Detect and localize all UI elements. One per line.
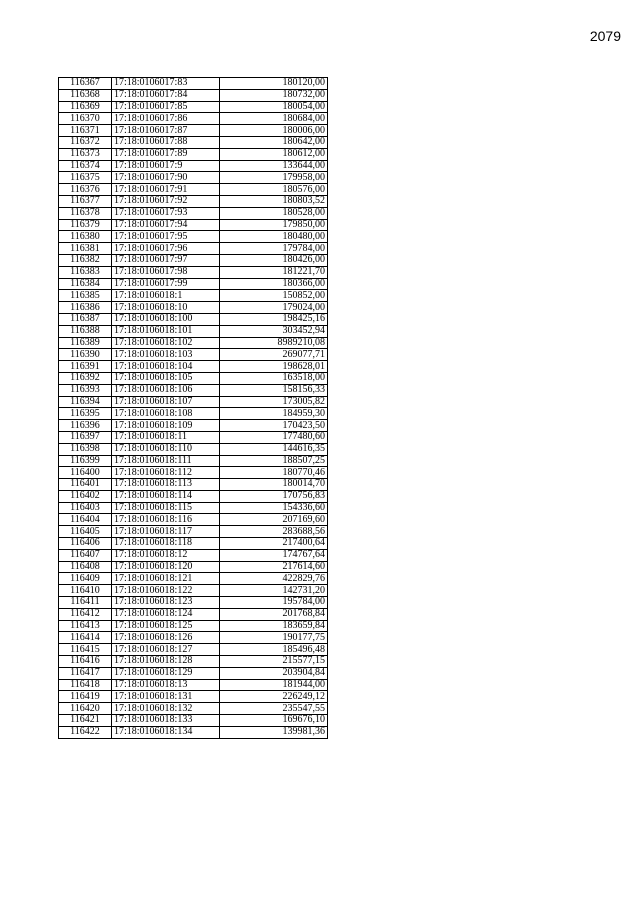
table-row xyxy=(59,160,328,172)
row-number-cell: 116404 xyxy=(59,514,112,526)
cadastral-number-cell: 17:18:0106018:12 xyxy=(112,549,220,561)
value-cell: 179784,00 xyxy=(220,243,328,255)
row-number-cell: 116372 xyxy=(59,136,112,148)
value-cell: 139981,36 xyxy=(220,726,328,738)
cadastral-number-cell: 17:18:0106017:93 xyxy=(112,207,220,219)
value-cell: 422829,76 xyxy=(220,573,328,585)
table-row xyxy=(59,136,328,148)
row-number-cell: 116410 xyxy=(59,585,112,597)
table-row xyxy=(59,585,328,597)
table-row xyxy=(59,372,328,384)
cadastral-number-cell: 17:18:0106018:117 xyxy=(112,526,220,538)
cadastral-number-cell: 17:18:0106018:13 xyxy=(112,679,220,691)
row-number-cell: 116394 xyxy=(59,396,112,408)
value-cell: 180528,00 xyxy=(220,207,328,219)
value-cell: 180770,46 xyxy=(220,467,328,479)
table-row xyxy=(59,195,328,207)
table-row xyxy=(59,479,328,491)
cadastral-number-cell: 17:18:0106017:86 xyxy=(112,113,220,125)
value-cell: 181221,70 xyxy=(220,266,328,278)
value-cell: 269077,71 xyxy=(220,349,328,361)
table-row xyxy=(59,243,328,255)
value-cell: 203904,84 xyxy=(220,667,328,679)
value-cell: 283688,56 xyxy=(220,526,328,538)
value-cell: 170756,83 xyxy=(220,490,328,502)
cadastral-number-cell: 17:18:0106018:109 xyxy=(112,420,220,432)
table-row xyxy=(59,219,328,231)
value-cell: 235547,55 xyxy=(220,703,328,715)
value-cell: 201768,84 xyxy=(220,608,328,620)
value-cell: 183659,84 xyxy=(220,620,328,632)
value-cell: 198628,01 xyxy=(220,361,328,373)
table-row xyxy=(59,278,328,290)
cadastral-number-cell: 17:18:0106018:134 xyxy=(112,726,220,738)
table-row xyxy=(59,125,328,137)
cadastral-number-cell: 17:18:0106018:112 xyxy=(112,467,220,479)
table-row xyxy=(59,703,328,715)
cadastral-number-cell: 17:18:0106018:11 xyxy=(112,431,220,443)
table-row xyxy=(59,113,328,125)
cadastral-number-cell: 17:18:0106018:110 xyxy=(112,443,220,455)
value-cell: 184959,30 xyxy=(220,408,328,420)
value-cell: 133644,00 xyxy=(220,160,328,172)
cadastral-number-cell: 17:18:0106017:89 xyxy=(112,148,220,160)
value-cell: 177480,60 xyxy=(220,431,328,443)
value-cell: 198425,16 xyxy=(220,313,328,325)
table-row xyxy=(59,726,328,738)
cadastral-number-cell: 17:18:0106018:124 xyxy=(112,608,220,620)
value-cell: 158156,33 xyxy=(220,384,328,396)
cadastral-number-cell: 17:18:0106018:129 xyxy=(112,667,220,679)
row-number-cell: 116393 xyxy=(59,384,112,396)
table-row xyxy=(59,691,328,703)
row-number-cell: 116395 xyxy=(59,408,112,420)
cadastral-number-cell: 17:18:0106018:120 xyxy=(112,561,220,573)
row-number-cell: 116415 xyxy=(59,644,112,656)
row-number-cell: 116389 xyxy=(59,337,112,349)
cadastral-number-cell: 17:18:0106018:115 xyxy=(112,502,220,514)
table-row xyxy=(59,172,328,184)
row-number-cell: 116373 xyxy=(59,148,112,160)
value-cell: 150852,00 xyxy=(220,290,328,302)
table-row xyxy=(59,266,328,278)
table-row xyxy=(59,573,328,585)
row-number-cell: 116421 xyxy=(59,715,112,727)
table-row xyxy=(59,396,328,408)
table-row xyxy=(59,337,328,349)
value-cell: 180120,00 xyxy=(220,78,328,90)
row-number-cell: 116416 xyxy=(59,656,112,668)
value-cell: 180480,00 xyxy=(220,231,328,243)
cadastral-number-cell: 17:18:0106017:94 xyxy=(112,219,220,231)
value-cell: 180642,00 xyxy=(220,136,328,148)
row-number-cell: 116378 xyxy=(59,207,112,219)
row-number-cell: 116368 xyxy=(59,89,112,101)
cadastral-number-cell: 17:18:0106018:131 xyxy=(112,691,220,703)
cadastral-number-cell: 17:18:0106017:83 xyxy=(112,78,220,90)
row-number-cell: 116420 xyxy=(59,703,112,715)
cadastral-number-cell: 17:18:0106018:111 xyxy=(112,455,220,467)
table-row xyxy=(59,656,328,668)
table-row xyxy=(59,608,328,620)
value-cell: 303452,94 xyxy=(220,325,328,337)
row-number-cell: 116411 xyxy=(59,597,112,609)
row-number-cell: 116375 xyxy=(59,172,112,184)
page-number: 2079 xyxy=(589,28,621,44)
value-cell: 144616,35 xyxy=(220,443,328,455)
cadastral-number-cell: 17:18:0106018:122 xyxy=(112,585,220,597)
row-number-cell: 116406 xyxy=(59,538,112,550)
row-number-cell: 116422 xyxy=(59,726,112,738)
value-cell: 180006,00 xyxy=(220,125,328,137)
cadastral-number-cell: 17:18:0106017:84 xyxy=(112,89,220,101)
row-number-cell: 116418 xyxy=(59,679,112,691)
table-row xyxy=(59,184,328,196)
table-row xyxy=(59,443,328,455)
value-cell: 8989210,08 xyxy=(220,337,328,349)
value-cell: 180576,00 xyxy=(220,184,328,196)
value-cell: 217614,60 xyxy=(220,561,328,573)
table-row xyxy=(59,632,328,644)
table-row xyxy=(59,455,328,467)
value-cell: 180732,00 xyxy=(220,89,328,101)
cadastral-number-cell: 17:18:0106017:96 xyxy=(112,243,220,255)
row-number-cell: 116384 xyxy=(59,278,112,290)
table-row xyxy=(59,290,328,302)
row-number-cell: 116371 xyxy=(59,125,112,137)
row-number-cell: 116397 xyxy=(59,431,112,443)
table-row xyxy=(59,231,328,243)
row-number-cell: 116414 xyxy=(59,632,112,644)
cadastral-number-cell: 17:18:0106017:85 xyxy=(112,101,220,113)
table-row xyxy=(59,254,328,266)
value-cell: 180366,00 xyxy=(220,278,328,290)
row-number-cell: 116388 xyxy=(59,325,112,337)
value-cell: 180014,70 xyxy=(220,479,328,491)
registry-table-body xyxy=(59,78,328,739)
cadastral-number-cell: 17:18:0106018:118 xyxy=(112,538,220,550)
cadastral-number-cell: 17:18:0106018:100 xyxy=(112,313,220,325)
row-number-cell: 116417 xyxy=(59,667,112,679)
table-row xyxy=(59,148,328,160)
cadastral-number-cell: 17:18:0106018:103 xyxy=(112,349,220,361)
table-row xyxy=(59,679,328,691)
cadastral-number-cell: 17:18:0106017:91 xyxy=(112,184,220,196)
cadastral-number-cell: 17:18:0106018:1 xyxy=(112,290,220,302)
cadastral-number-cell: 17:18:0106018:127 xyxy=(112,644,220,656)
table-row xyxy=(59,302,328,314)
value-cell: 180054,00 xyxy=(220,101,328,113)
cadastral-number-cell: 17:18:0106018:107 xyxy=(112,396,220,408)
value-cell: 142731,20 xyxy=(220,585,328,597)
cadastral-number-cell: 17:18:0106017:87 xyxy=(112,125,220,137)
cadastral-number-cell: 17:18:0106018:128 xyxy=(112,656,220,668)
table-row xyxy=(59,420,328,432)
table-row xyxy=(59,715,328,727)
row-number-cell: 116391 xyxy=(59,361,112,373)
row-number-cell: 116403 xyxy=(59,502,112,514)
cadastral-number-cell: 17:18:0106018:104 xyxy=(112,361,220,373)
table-row xyxy=(59,89,328,101)
value-cell: 169676,10 xyxy=(220,715,328,727)
row-number-cell: 116407 xyxy=(59,549,112,561)
cadastral-number-cell: 17:18:0106018:121 xyxy=(112,573,220,585)
cadastral-number-cell: 17:18:0106018:108 xyxy=(112,408,220,420)
value-cell: 180426,00 xyxy=(220,254,328,266)
table-row xyxy=(59,207,328,219)
cadastral-number-cell: 17:18:0106018:105 xyxy=(112,372,220,384)
cadastral-number-cell: 17:18:0106018:114 xyxy=(112,490,220,502)
row-number-cell: 116399 xyxy=(59,455,112,467)
table-row xyxy=(59,514,328,526)
row-number-cell: 116380 xyxy=(59,231,112,243)
cadastral-number-cell: 17:18:0106018:101 xyxy=(112,325,220,337)
value-cell: 179024,00 xyxy=(220,302,328,314)
table-row xyxy=(59,526,328,538)
row-number-cell: 116376 xyxy=(59,184,112,196)
value-cell: 188507,25 xyxy=(220,455,328,467)
registry-table xyxy=(58,77,328,739)
cadastral-number-cell: 17:18:0106017:95 xyxy=(112,231,220,243)
table-row xyxy=(59,538,328,550)
row-number-cell: 116383 xyxy=(59,266,112,278)
table-row xyxy=(59,325,328,337)
value-cell: 215577,15 xyxy=(220,656,328,668)
cadastral-number-cell: 17:18:0106018:126 xyxy=(112,632,220,644)
cadastral-number-cell: 17:18:0106018:116 xyxy=(112,514,220,526)
value-cell: 207169,60 xyxy=(220,514,328,526)
cadastral-number-cell: 17:18:0106018:133 xyxy=(112,715,220,727)
table-row xyxy=(59,349,328,361)
row-number-cell: 116419 xyxy=(59,691,112,703)
table-row xyxy=(59,384,328,396)
value-cell: 173005,82 xyxy=(220,396,328,408)
row-number-cell: 116374 xyxy=(59,160,112,172)
value-cell: 154336,60 xyxy=(220,502,328,514)
row-number-cell: 116400 xyxy=(59,467,112,479)
row-number-cell: 116369 xyxy=(59,101,112,113)
table-row xyxy=(59,597,328,609)
row-number-cell: 116401 xyxy=(59,479,112,491)
row-number-cell: 116382 xyxy=(59,254,112,266)
value-cell: 226249,12 xyxy=(220,691,328,703)
value-cell: 195784,00 xyxy=(220,597,328,609)
table-row xyxy=(59,78,328,90)
row-number-cell: 116370 xyxy=(59,113,112,125)
row-number-cell: 116409 xyxy=(59,573,112,585)
row-number-cell: 116381 xyxy=(59,243,112,255)
value-cell: 181944,00 xyxy=(220,679,328,691)
cadastral-number-cell: 17:18:0106017:99 xyxy=(112,278,220,290)
cadastral-number-cell: 17:18:0106017:92 xyxy=(112,195,220,207)
table-row xyxy=(59,644,328,656)
value-cell: 163518,00 xyxy=(220,372,328,384)
value-cell: 179958,00 xyxy=(220,172,328,184)
value-cell: 190177,75 xyxy=(220,632,328,644)
cadastral-number-cell: 17:18:0106018:113 xyxy=(112,479,220,491)
row-number-cell: 116390 xyxy=(59,349,112,361)
table-row xyxy=(59,620,328,632)
cadastral-number-cell: 17:18:0106018:106 xyxy=(112,384,220,396)
table-row xyxy=(59,431,328,443)
row-number-cell: 116386 xyxy=(59,302,112,314)
cadastral-number-cell: 17:18:0106017:90 xyxy=(112,172,220,184)
value-cell: 180612,00 xyxy=(220,148,328,160)
row-number-cell: 116398 xyxy=(59,443,112,455)
cadastral-number-cell: 17:18:0106017:88 xyxy=(112,136,220,148)
row-number-cell: 116405 xyxy=(59,526,112,538)
cadastral-number-cell: 17:18:0106018:10 xyxy=(112,302,220,314)
cadastral-number-cell: 17:18:0106018:125 xyxy=(112,620,220,632)
row-number-cell: 116408 xyxy=(59,561,112,573)
row-number-cell: 116379 xyxy=(59,219,112,231)
cadastral-number-cell: 17:18:0106017:98 xyxy=(112,266,220,278)
table-row xyxy=(59,502,328,514)
table-row xyxy=(59,561,328,573)
table-row xyxy=(59,490,328,502)
value-cell: 180803,52 xyxy=(220,195,328,207)
row-number-cell: 116385 xyxy=(59,290,112,302)
cadastral-number-cell: 17:18:0106018:132 xyxy=(112,703,220,715)
row-number-cell: 116413 xyxy=(59,620,112,632)
row-number-cell: 116377 xyxy=(59,195,112,207)
table-row xyxy=(59,101,328,113)
row-number-cell: 116367 xyxy=(59,78,112,90)
table-row xyxy=(59,549,328,561)
cadastral-number-cell: 17:18:0106017:97 xyxy=(112,254,220,266)
table-row xyxy=(59,408,328,420)
table-row xyxy=(59,667,328,679)
row-number-cell: 116387 xyxy=(59,313,112,325)
value-cell: 179850,00 xyxy=(220,219,328,231)
value-cell: 170423,50 xyxy=(220,420,328,432)
row-number-cell: 116396 xyxy=(59,420,112,432)
value-cell: 185496,48 xyxy=(220,644,328,656)
row-number-cell: 116402 xyxy=(59,490,112,502)
row-number-cell: 116392 xyxy=(59,372,112,384)
table-row xyxy=(59,467,328,479)
table-row xyxy=(59,361,328,373)
value-cell: 180684,00 xyxy=(220,113,328,125)
cadastral-number-cell: 17:18:0106018:123 xyxy=(112,597,220,609)
value-cell: 217400,64 xyxy=(220,538,328,550)
cadastral-number-cell: 17:18:0106017:9 xyxy=(112,160,220,172)
cadastral-number-cell: 17:18:0106018:102 xyxy=(112,337,220,349)
row-number-cell: 116412 xyxy=(59,608,112,620)
table-row xyxy=(59,313,328,325)
value-cell: 174767,64 xyxy=(220,549,328,561)
